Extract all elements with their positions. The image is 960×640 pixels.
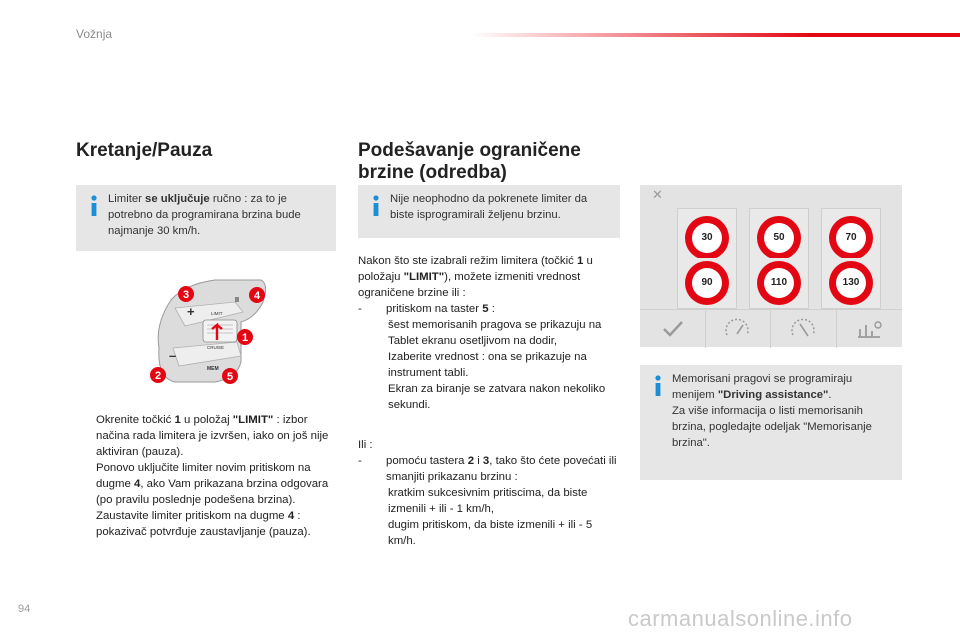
callout-4: 4 bbox=[253, 290, 261, 302]
callout-2: 2 bbox=[154, 370, 162, 382]
list-item: - pritiskom na taster 5 : bbox=[358, 303, 495, 315]
paragraph: Nakon što ste izabrali režim limitera (točkić 1 u položaju "LIMIT"), možete izmeniti vrednost ograničene brzine ili : bbox=[358, 255, 593, 299]
info-icon bbox=[370, 195, 382, 217]
touchscreen-speed-selection bbox=[640, 185, 902, 347]
speed-tile[interactable] bbox=[677, 258, 737, 309]
speed-limit-70: 70 bbox=[836, 223, 866, 253]
close-icon[interactable]: ✕ bbox=[652, 187, 663, 202]
info-box-limiter bbox=[76, 185, 336, 251]
speed-limit-130: 130 bbox=[836, 268, 866, 298]
info-text: Memorisani pragovi se programiraju menijem "Driving assistance". Za više informacija o listi memorisanih brzina, pogledajte odeljak "Memorisanje brzina". bbox=[672, 373, 872, 449]
speed-limit-110: 110 bbox=[764, 268, 794, 298]
list-item: Izaberite vrednost : ona se prikazuje na instrument tabli. Ekran za biranje se zatvara nakon nekoliko sekundi. bbox=[388, 351, 606, 411]
mem-label: MEM bbox=[207, 366, 219, 372]
list-item: Okrenite točkić 1 u položaj "LIMIT" : izbor načina rada limitera je izvršen, iako on još nije aktiviran (pauza). bbox=[96, 414, 329, 458]
list-item: dugim pritiskom, da biste izmenili + ili - 5 km/h. bbox=[388, 519, 593, 547]
left-instructions bbox=[76, 412, 338, 540]
list-item: Zaustavite limiter pritiskom na dugme 4 : pokazivač potvrđuje zaustavljanje (pauza). bbox=[96, 510, 311, 538]
callout-5: 5 bbox=[226, 371, 234, 383]
speed-limit-90: 90 bbox=[692, 268, 722, 298]
callout-3: 3 bbox=[182, 289, 190, 301]
list-item: - pomoću tastera 2 i 3, tako što ćete povećati ili smanjiti prikazanu brzinu : bbox=[358, 455, 617, 483]
speedometer-icon[interactable] bbox=[705, 310, 771, 348]
bottom-bar bbox=[640, 309, 902, 348]
pause-label: II bbox=[235, 297, 239, 304]
info-text: Limiter se uključuje ručno : za to je potrebno da programirana brzina bude najmanje 30 km/h. bbox=[108, 193, 301, 237]
callout-1: 1 bbox=[241, 332, 249, 344]
page-number: 94 bbox=[18, 603, 31, 615]
minus-label: – bbox=[169, 348, 177, 363]
header-accent-line bbox=[470, 33, 960, 37]
speed-tile[interactable] bbox=[821, 258, 881, 309]
list-item: kratkim sukcesivnim pritiscima, da biste izmenili + ili - 1 km/h, bbox=[388, 487, 588, 515]
middle-instructions bbox=[358, 253, 622, 549]
info-box-programming bbox=[358, 185, 620, 238]
speed-limit-50: 50 bbox=[764, 223, 794, 253]
info-icon bbox=[88, 195, 100, 217]
check-icon[interactable] bbox=[640, 310, 706, 348]
settings-icon[interactable] bbox=[836, 310, 902, 348]
info-icon bbox=[652, 375, 664, 397]
speed-limit-30: 30 bbox=[692, 223, 722, 253]
info-box-memorised-speeds bbox=[640, 365, 902, 480]
limiter-icon[interactable] bbox=[770, 310, 837, 348]
heading-podesavanje: Podešavanje ograničene brzine (odredba) bbox=[358, 140, 581, 183]
section-header: Vožnja bbox=[76, 27, 113, 41]
limit-label: LIMIT bbox=[211, 311, 223, 316]
steering-control-diagram bbox=[145, 278, 275, 390]
list-item: Ponovo uključite limiter novim pritiskom na dugme 4, ako Vam prikazana brzina odgovara (po pravilu poslednje podešena brzina). bbox=[96, 462, 329, 506]
watermark: carmanualsonline.info bbox=[628, 606, 853, 631]
speed-tile[interactable] bbox=[749, 258, 809, 309]
info-text: Nije neophodno da pokrenete limiter da biste isprogramirali željenu brzinu. bbox=[390, 193, 588, 221]
heading-kretanje-pauza: Kretanje/Pauza bbox=[76, 140, 213, 161]
list-item: šest memorisanih pragova se prikazuju na Tablet ekranu osetljivom na dodir, bbox=[388, 319, 602, 347]
cruise-label: CRUISE bbox=[207, 345, 225, 350]
or-label: Ili : bbox=[358, 439, 373, 451]
plus-label: + bbox=[187, 304, 195, 319]
